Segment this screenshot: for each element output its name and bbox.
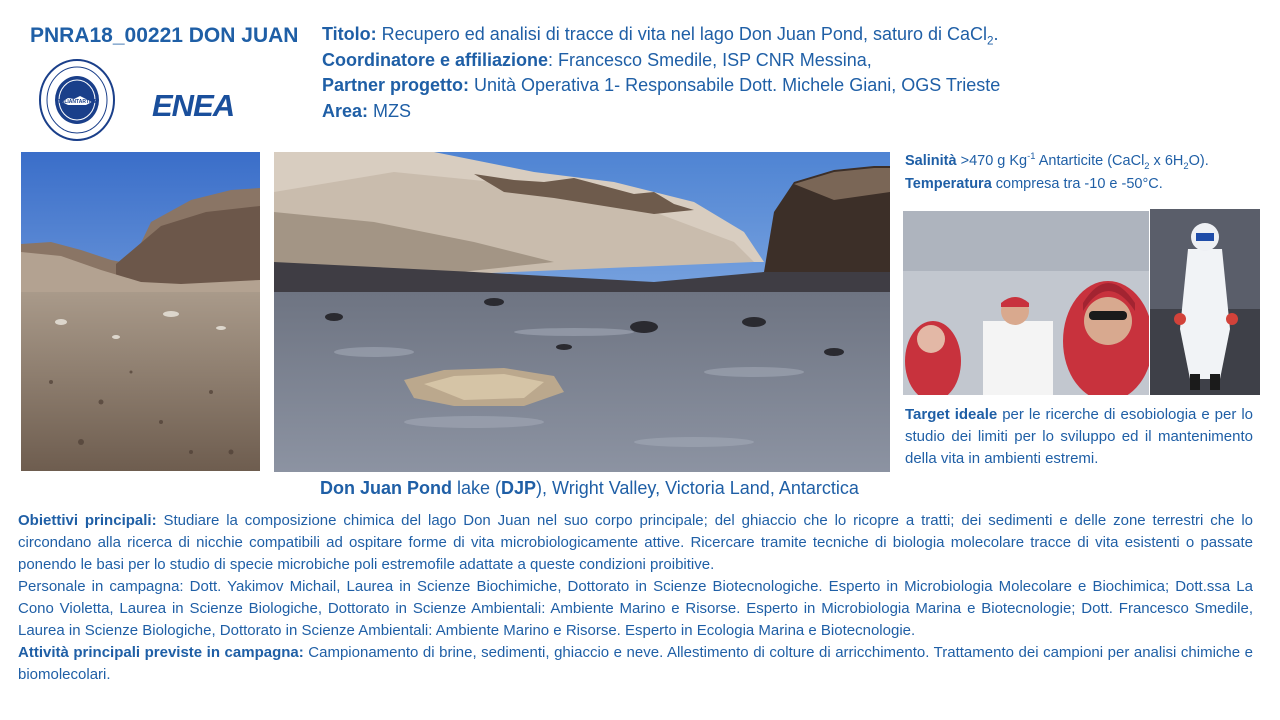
team-selfie-photo [903, 211, 1149, 395]
salinity-p1: >470 g Kg [956, 153, 1028, 169]
coordinator-label: Coordinatore e affiliazione [322, 49, 549, 70]
area-row [322, 99, 1082, 125]
caption-abbrev: DJP [501, 478, 537, 498]
caption-place: Don Juan Pond [320, 478, 452, 498]
salinity-p4: O). [1188, 153, 1209, 169]
objectives-text: Studiare la composizione chimica del lago Don Juan nel suo corpo principale; del ghiaccio che lo ricopre a tratti; dei sedimenti e delle zone terrestri che lo circondano alla ricerca di nicchie compatibili ad ospitare forme di vita microbiologicamente attive. Ricercare tramite tecniche di biologia molecolare tracce di vita esistenti o passate ponendo le basi per lo studio di specie microbiche poli estremofile adattate a queste condizioni proibitive. [18, 512, 1253, 573]
coordinator-row [322, 48, 1082, 74]
photo-caption [320, 478, 859, 499]
objectives-paragraph [18, 510, 1253, 576]
title-value: Recupero ed analisi di tracce di vita nel lago Don Juan Pond, saturo di CaCl [376, 24, 988, 44]
protective-suit-photo [1150, 209, 1260, 395]
personnel-paragraph: Personale in campagna: Dott. Yakimov Michail, Laurea in Scienze Biochimiche, Dottorato in Scienze Biotecnologiche. Esperto in Microbiologia Molecolare e Biochimica; Dott.ssa La Cono Violetta, Laurea in Scienze Biologiche, Dottorato in Scienze Ambientali: Ambiente Marino e Risorse. Esperto in Microbiologia Marina e Biotecnologie; Dott. Francesco Smedile, Laurea in Scienze Biologiche, Dottorato in Scienze Ambientali: Ambiente Marino e Risorse. Esperto in Ecologia Marina e Biotecnologie. [18, 578, 1253, 639]
header-info [322, 22, 1082, 124]
salinity-p3: x 6H [1149, 153, 1184, 169]
salinity-sub2: 2 [1183, 159, 1189, 171]
activities-text: Campionamento di brine, sedimenti, ghiaccio e neve. Allestimento di colture di arricchimento. Trattamento dei campioni per analisi chimiche e biomolecolari. [18, 644, 1253, 683]
caption-mid: lake ( [452, 478, 502, 498]
target-description [905, 404, 1253, 470]
pnra-center-text: ITALIANTARTIDE [56, 99, 98, 105]
temperature-value: compresa tra -10 e -50°C. [991, 176, 1163, 192]
enea-logo-icon [150, 88, 246, 120]
title-label: Titolo: [322, 24, 377, 44]
temperature-row [905, 173, 1265, 196]
salinity-row [905, 150, 1265, 173]
body-text [18, 510, 1253, 686]
area-label: Area: [322, 100, 369, 121]
area-value: MZS [368, 100, 412, 121]
salinity-p2: Antarticite (CaCl [1035, 153, 1145, 169]
title-end: . [993, 24, 999, 44]
salinity-sub1: 2 [1144, 159, 1150, 171]
partner-row [322, 73, 1082, 99]
pnra-seal-icon [38, 58, 116, 142]
title-row [322, 22, 1082, 48]
target-label: Target ideale [905, 406, 998, 423]
caption-rest: ), Wright Valley, Victoria Land, Antarctica [536, 478, 859, 498]
temperature-label: Temperatura [905, 176, 992, 192]
target-value: per le ricerche di esobiologia e per lo studio dei limiti per lo sviluppo ed il mantenimento della vita in ambienti estremi. [905, 406, 1254, 467]
salinity-sup: -1 [1027, 150, 1036, 162]
salinity-label: Salinità [905, 153, 957, 169]
don-juan-pond-photo [274, 152, 890, 472]
activities-label: Attività principali previste in campagna: [18, 644, 304, 661]
title-subscript: 2 [987, 34, 994, 48]
enea-text: ENEA [152, 88, 235, 120]
partner-value: Unità Operativa 1- Responsabile Dott. Michele Giani, OGS Trieste [469, 75, 1001, 95]
activities-paragraph [18, 642, 1253, 686]
partner-label: Partner progetto: [322, 75, 470, 95]
valley-landscape-photo [21, 152, 260, 471]
project-code: PNRA18_00221 DON JUAN [30, 24, 299, 47]
coordinator-value: : Francesco Smedile, ISP CNR Messina, [548, 49, 872, 70]
environmental-conditions [905, 150, 1265, 196]
objectives-label: Obiettivi principali: [18, 512, 157, 529]
